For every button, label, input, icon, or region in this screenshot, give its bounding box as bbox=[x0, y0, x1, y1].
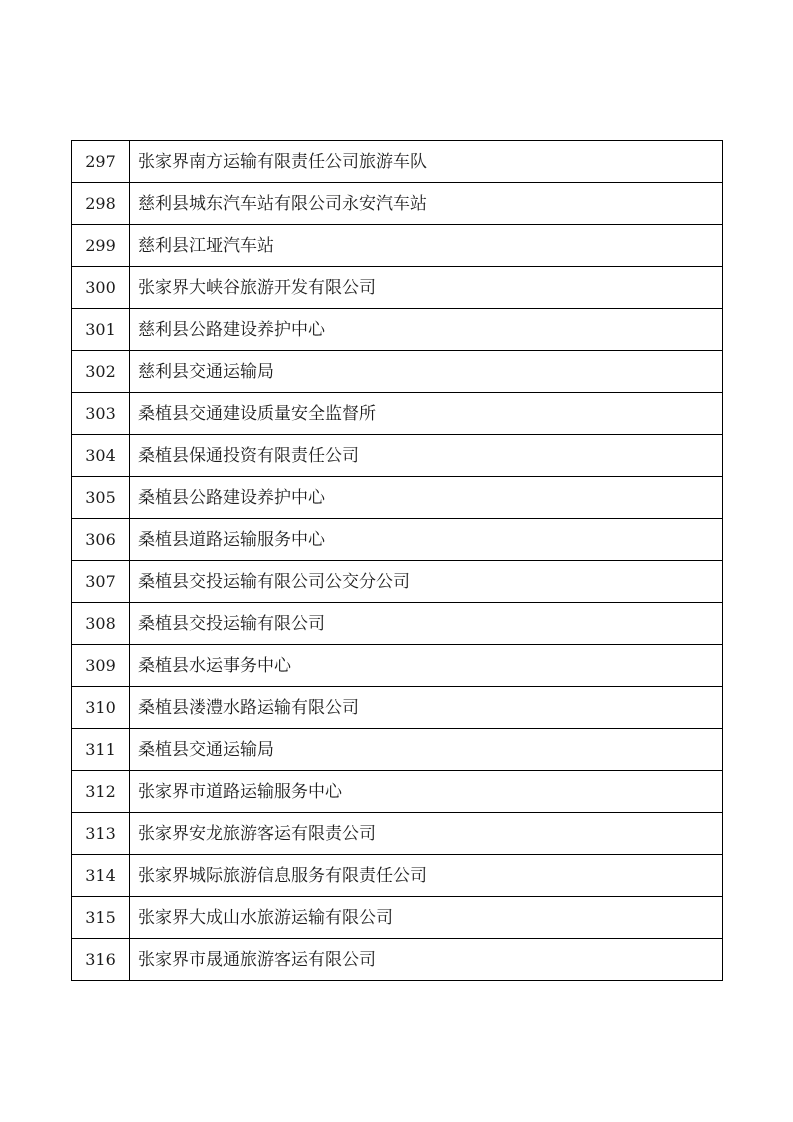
row-number: 305 bbox=[72, 477, 130, 519]
company-name: 桑植县溇澧水路运输有限公司 bbox=[130, 687, 723, 729]
row-number: 315 bbox=[72, 897, 130, 939]
company-name: 张家界大成山水旅游运输有限公司 bbox=[130, 897, 723, 939]
company-name: 张家界南方运输有限责任公司旅游车队 bbox=[130, 141, 723, 183]
company-name: 桑植县交投运输有限公司公交分公司 bbox=[130, 561, 723, 603]
row-number: 306 bbox=[72, 519, 130, 561]
row-number: 302 bbox=[72, 351, 130, 393]
table-row bbox=[72, 225, 723, 267]
company-name: 桑植县水运事务中心 bbox=[130, 645, 723, 687]
table-row bbox=[72, 771, 723, 813]
company-name: 桑植县公路建设养护中心 bbox=[130, 477, 723, 519]
table-row bbox=[72, 309, 723, 351]
company-name: 慈利县江垭汽车站 bbox=[130, 225, 723, 267]
company-name: 慈利县城东汽车站有限公司永安汽车站 bbox=[130, 183, 723, 225]
row-number: 314 bbox=[72, 855, 130, 897]
company-name: 桑植县保通投资有限责任公司 bbox=[130, 435, 723, 477]
company-name: 慈利县交通运输局 bbox=[130, 351, 723, 393]
company-name: 张家界大峡谷旅游开发有限公司 bbox=[130, 267, 723, 309]
table-row bbox=[72, 477, 723, 519]
row-number: 298 bbox=[72, 183, 130, 225]
row-number: 307 bbox=[72, 561, 130, 603]
row-number: 299 bbox=[72, 225, 130, 267]
table-row bbox=[72, 939, 723, 981]
row-number: 300 bbox=[72, 267, 130, 309]
table-row bbox=[72, 351, 723, 393]
company-name: 桑植县道路运输服务中心 bbox=[130, 519, 723, 561]
table-row bbox=[72, 435, 723, 477]
company-name: 桑植县交通运输局 bbox=[130, 729, 723, 771]
row-number: 309 bbox=[72, 645, 130, 687]
row-number: 297 bbox=[72, 141, 130, 183]
row-number: 310 bbox=[72, 687, 130, 729]
table-row bbox=[72, 897, 723, 939]
table-row bbox=[72, 729, 723, 771]
table-row bbox=[72, 393, 723, 435]
row-number: 308 bbox=[72, 603, 130, 645]
company-name: 桑植县交通建设质量安全监督所 bbox=[130, 393, 723, 435]
company-name: 张家界安龙旅游客运有限责公司 bbox=[130, 813, 723, 855]
company-name: 慈利县公路建设养护中心 bbox=[130, 309, 723, 351]
table-row bbox=[72, 645, 723, 687]
company-name: 张家界市道路运输服务中心 bbox=[130, 771, 723, 813]
company-name: 张家界城际旅游信息服务有限责任公司 bbox=[130, 855, 723, 897]
company-list-body bbox=[72, 141, 723, 981]
table-row bbox=[72, 813, 723, 855]
row-number: 304 bbox=[72, 435, 130, 477]
row-number: 312 bbox=[72, 771, 130, 813]
table-row bbox=[72, 603, 723, 645]
table-row bbox=[72, 267, 723, 309]
company-name: 桑植县交投运输有限公司 bbox=[130, 603, 723, 645]
table-row bbox=[72, 561, 723, 603]
table-row bbox=[72, 687, 723, 729]
table-row bbox=[72, 141, 723, 183]
row-number: 303 bbox=[72, 393, 130, 435]
table-row bbox=[72, 183, 723, 225]
row-number: 311 bbox=[72, 729, 130, 771]
row-number: 313 bbox=[72, 813, 130, 855]
company-name: 张家界市晟通旅游客运有限公司 bbox=[130, 939, 723, 981]
table-row bbox=[72, 855, 723, 897]
row-number: 301 bbox=[72, 309, 130, 351]
company-list-table bbox=[71, 140, 723, 981]
row-number: 316 bbox=[72, 939, 130, 981]
table-row bbox=[72, 519, 723, 561]
